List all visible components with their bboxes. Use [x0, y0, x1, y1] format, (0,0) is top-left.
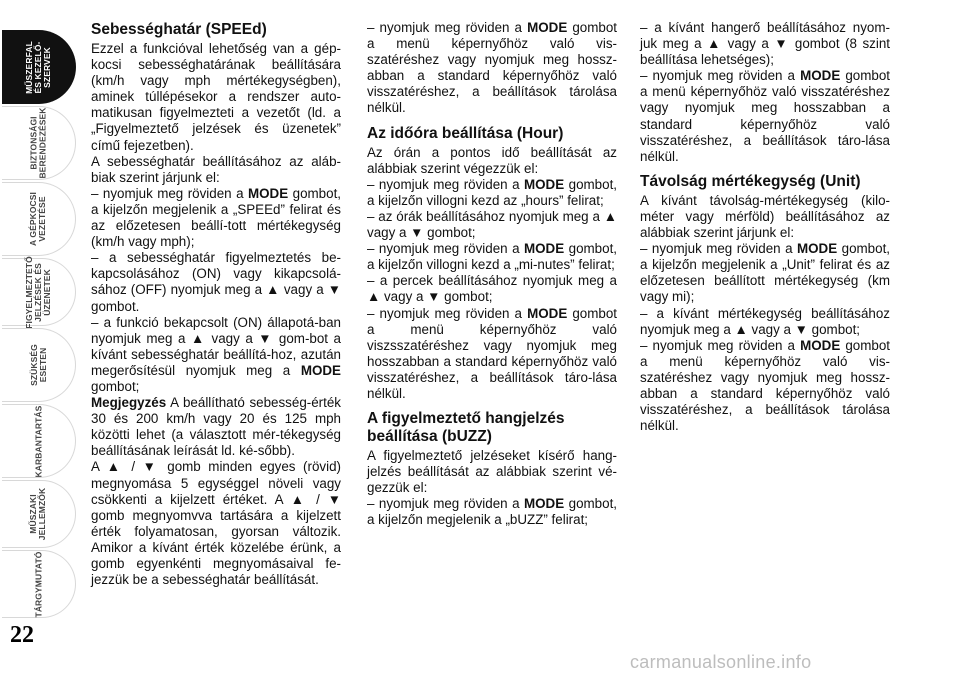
paragraph: – nyomjuk meg röviden a MODE gombot, a kijelzőn villogni kezd az „hours” felirat; [367, 176, 618, 208]
paragraph: Az órán a pontos idő beállítását az alábbiak szerint végezzük el: [367, 144, 617, 176]
section-heading: Sebességhatár (SPEEd) [91, 21, 267, 38]
tab-label: SZÜKSÉG ESETEN [28, 344, 48, 386]
paragraph: – a kívánt hangerő beállításához nyom-juk meg a ▲ vagy a ▼ gombot (8 szint beállítása lehetséges); [640, 20, 890, 68]
tab-muszerfal[interactable] [2, 30, 76, 104]
section-heading: A figyelmeztető hangjelzés beállítása (bUZZ) [367, 410, 565, 446]
tab-vezetese[interactable] [2, 182, 76, 256]
tab-label: A GÉPKOCSI VEZETÉSE [28, 191, 48, 247]
chapter-sidebar [0, 0, 82, 677]
note-paragraph: Megjegyzés A beállítható sebesség-érték 30 és 200 km/h vagy 20 és 125 mph közötti lehet (a választott mér-tékegység beállításának leírását ld. ké-sőbb). [91, 395, 341, 459]
paragraph: – nyomjuk meg röviden a MODE gombot, a kijelzőn megjelenik a „SPEEd” felirat és az előzetesen beállí-tott mértékegység (km/h vagy mph); [91, 185, 342, 250]
tab-biztonsagi[interactable] [2, 106, 76, 180]
paragraph: – nyomjuk meg röviden a MODE gombot a menü képernyőhöz való vis-szatéréshez vagy nyomjuk meg hossz-abban a standard képernyőhöz való visszatéréshez, a beállítások tárolása nélkül. [640, 337, 890, 434]
paragraph: A sebességhatár beállításához az aláb-biak szerint járjunk el: [91, 153, 341, 185]
paragraph: – nyomjuk meg röviden a MODE gombot, a kijelzőn megjelenik a „Unit” felirat és az előzetesen beállított mértékegység (km vagy mi); [640, 241, 891, 305]
paragraph: – nyomjuk meg röviden a MODE gombot, a kijelzőn megjelenik a „bUZZ” felirat; [367, 496, 618, 528]
tab-muszaki[interactable] [2, 480, 76, 548]
paragraph: Ezzel a funkcióval lehetőség van a gép-kocsi sebességhatárának beállítására (km/h vagy mph mértékegységben), aminek túllépésekor a rendszer auto-matikusan figyelmezteti a vezetőt (ld. a „Figyelmeztető jelzések és üzenetek” című fejezetben). [91, 41, 341, 153]
column-2 [367, 20, 617, 529]
paragraph: – nyomjuk meg röviden a MODE gombot a menü képernyőhöz való viszsszatéréshez vagy nyomjuk meg hosszabban a standard képernyőhöz való visszatéréshez, a beállítások táro-lása nélkül. [367, 305, 617, 401]
tab-karbantartas[interactable] [2, 404, 76, 478]
paragraph: A ▲ / ▼ gomb minden egyes (rövid) megnyomása 5 egységgel növeli vagy csökkenti a kijelzett értéket. A ▲ / ▼ gomb megnyomvva tartására a kijelzett érték folyamatosan, gyorsan változik. Amikor a kívánt érték közelébe érünk, a gomb egyenkénti megnyomásaival fe-jezzük be a sebességhatár beállítását. [91, 459, 341, 588]
tab-targymutato[interactable] [2, 550, 76, 618]
tab-label: BIZTONSÁGI BERENDEZÉSEK [28, 107, 48, 179]
column-3 [640, 20, 890, 434]
paragraph: A kívánt távolság-mértékegység (kilo-méter vagy mérföld) beállításához az alábbiak szerint járjunk el: [640, 192, 890, 241]
watermark: carmanualsonline.info [630, 652, 812, 672]
paragraph: – a sebességhatár figyelmeztetés be-kapcsolásához (ON) vagy kikapcsolá-sához (OFF) nyomjuk meg a ▲ vagy a ▼ gombot. [91, 250, 341, 314]
section-heading: Az időóra beállítása (Hour) [367, 124, 564, 142]
section-heading: Távolság mértékegység (Unit) [640, 172, 861, 190]
tab-label: MŰSZERFAL ÉS KEZELŐ- SZERVEK [24, 40, 52, 94]
paragraph: – a funkció bekapcsolt (ON) állapotá-ban nyomjuk meg a ▲ vagy a ▼ gom-bot a kívánt sebességhatár beállítá-hoz, azután megerősítésül nyomjuk meg a MODE gombot; [91, 314, 341, 394]
paragraph: – az órák beállításához nyomjuk meg a ▲ vagy a ▼ gombot; [367, 208, 617, 241]
tab-label: TÁRGYMUTATÓ [32, 551, 43, 617]
tab-label: KARBANTARTÁS [33, 405, 43, 477]
paragraph: – a kívánt mértékegység beállításához nyomjuk meg a ▲ vagy a ▼ gombot; [640, 305, 890, 337]
tab-figyelmezteto[interactable] [2, 255, 76, 329]
paragraph: – nyomjuk meg röviden a MODE gombot a menü képernyőhöz való visszatéréshez vagy nyomjuk meg hosszabban a standard képernyőhöz való visszatéréshez, a beállítások táro-lása nélkül. [640, 68, 890, 164]
tab-label: MŰSZAKI JELLEMZŐK [28, 487, 48, 541]
paragraph: – nyomjuk meg röviden a MODE gombot a menü képernyőhöz való vis-szatéréshez vagy nyomjuk meg hossz-abban a standard képernyőhöz való visszatéréshez, a beállítások tárolása nélkül. [367, 20, 617, 116]
tab-label: FIGYELMEZTETŐ JELZÉSEK ÉS ÜZENETEK [23, 255, 52, 329]
tab-szukseg[interactable] [2, 328, 76, 402]
paragraph: – a percek beállításához nyomjuk meg a ▲ vagy a ▼ gombot; [367, 273, 617, 305]
column-1 [91, 20, 341, 588]
paragraph: – nyomjuk meg röviden a MODE gombot, a kijelzőn villogni kezd a „mi-nutes” felirat; [367, 241, 618, 273]
page-number: 22 [10, 622, 34, 648]
paragraph: A figyelmeztető jelzéseket kísérő hang-jelzés beállítását az alábbiak szerint vé-gezzük el: [367, 448, 617, 496]
